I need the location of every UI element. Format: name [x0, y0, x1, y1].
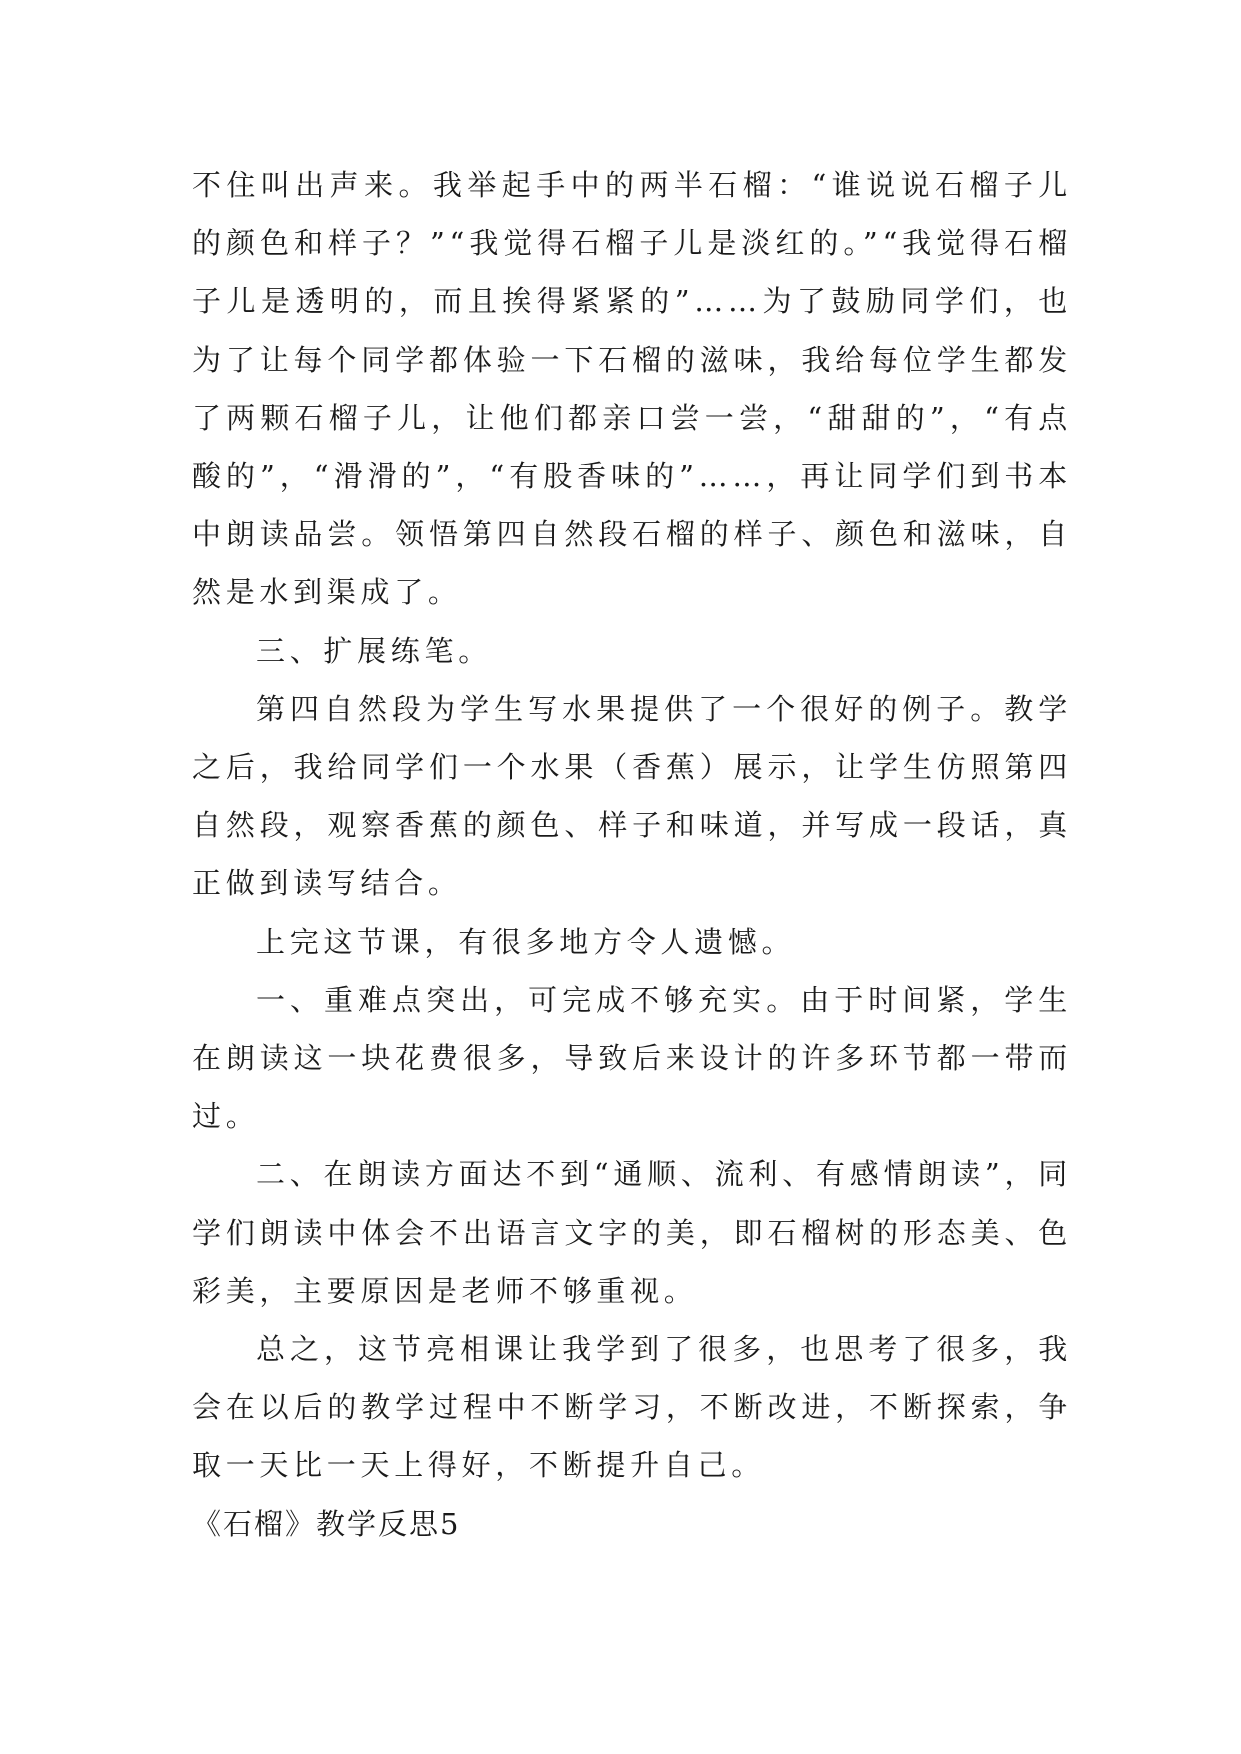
paragraph-conclusion: 总之，这节亮相课让我学到了很多，也思考了很多，我会在以后的教学过程中不断学习，不断改进，不断探索，争取一天比一天上得好，不断提升自己。	[192, 1332, 1072, 1483]
paragraph-regrets: 上完这节课，有很多地方令人遗憾。	[256, 924, 796, 959]
paragraph-section-three: 三、扩展练笔。	[256, 633, 492, 668]
paragraph-fourth-section-example: 第四自然段为学生写水果提供了一个很好的例子。教学之后，我给同学们一个水果（香蕉）展示，让学生仿照第四自然段，观察香蕉的颜色、样子和味道，并写成一段话，真正做到读写结合。	[192, 691, 1072, 901]
document-page	[192, 156, 1072, 1553]
paragraph-point-two: 二、在朗读方面达不到“通顺、流利、有感情朗读”，同学们朗读中体会不出语言文字的美，即石榴树的形态美、色彩美，主要原因是老师不够重视。	[192, 1157, 1072, 1308]
paragraph-continuation: 不住叫出声来。我举起手中的两半石榴：“谁说说石榴子儿的颜色和样子？”“我觉得石榴子儿是淡红的。”“我觉得石榴子儿是透明的，而且挨得紧紧的”……为了鼓励同学们，也为了让每个同学都体验一下石榴的滋味，我给每位学生都发了两颗石榴子儿，让他们都亲口尝一尝，“甜甜的”，“有点酸的”，“滑滑的”，“有股香味的”……，再让同学们到书本中朗读品尝。领悟第四自然段石榴的样子、颜色和滋味，自然是水到渠成了。	[192, 168, 1072, 610]
section-heading: 《石榴》教学反思5	[192, 1506, 461, 1541]
paragraph-point-one: 一、重难点突出，可完成不够充实。由于时间紧，学生在朗读这一块花费很多，导致后来设计的许多环节都一带而过。	[192, 982, 1072, 1134]
